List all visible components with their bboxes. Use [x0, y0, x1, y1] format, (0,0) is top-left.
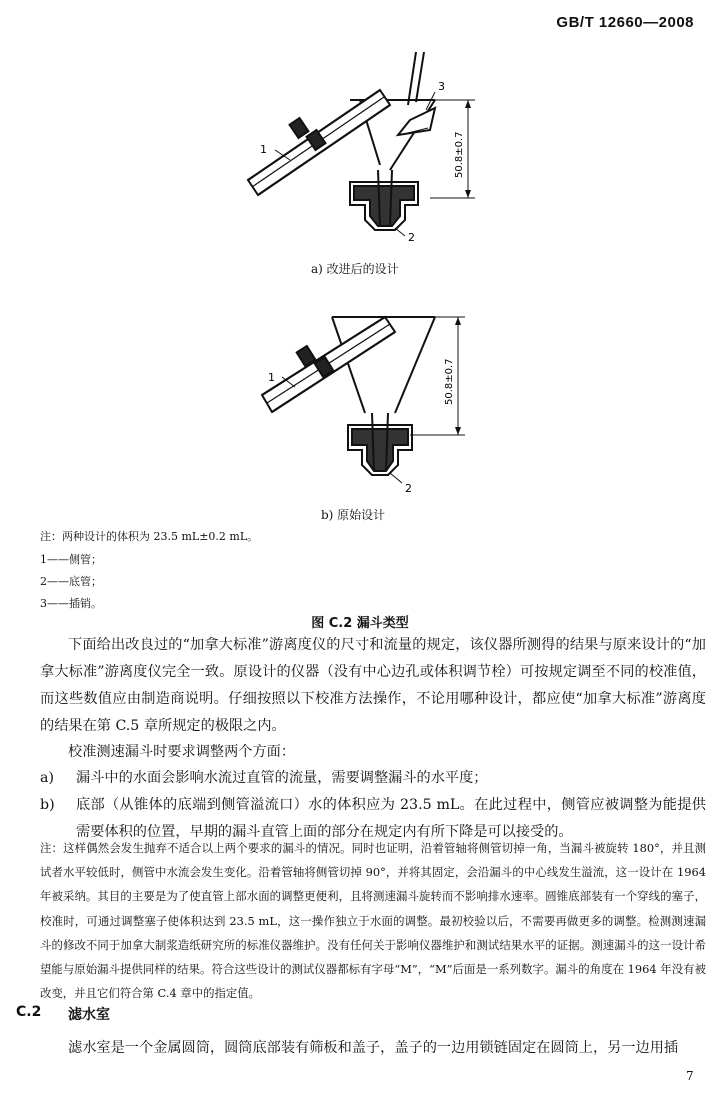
- figure-note: 注：两种设计的体积为 23.5 mL±0.2 mL。: [40, 530, 259, 543]
- figure-b-label-1: 1: [268, 371, 275, 384]
- note-label: 注：: [40, 841, 64, 855]
- figure-title: 图 C.2 漏斗类型: [311, 616, 409, 631]
- legend-item-2: 2——底管；: [40, 575, 102, 588]
- section-number: C.2: [16, 1004, 42, 1020]
- list-marker-a: a): [40, 770, 54, 786]
- figure-a-label-1: 1: [260, 143, 267, 156]
- section-title: 滤水室: [68, 1007, 110, 1023]
- paragraph-2: 校准测速漏斗时要求调整两个方面：: [68, 744, 296, 760]
- page-number: 7: [686, 1069, 694, 1083]
- figure-a-label-2: 2: [408, 231, 415, 244]
- list-item-a: 漏斗中的水面会影响水流过直管的流量，需要调整漏斗的水平度；: [76, 770, 488, 786]
- list-marker-b: b): [40, 797, 55, 813]
- paragraph-1: 下面给出改良过的“加拿大标准”游离度仪的尺寸和流量的规定，该仪器所测得的结果与原来设计的“加拿大标准”游离度仪完全一致。原设计的仪器（没有中心边孔或体积调节栓）可按规定调至不同的校准值，而这些数值应由制造商说明。仔细按照以下校准方法操作，不论用哪种设计，都应使“加拿大标准”游离度的结果在第 C.5 章所规定的极限之内。: [40, 637, 706, 734]
- list-item-b: 底部（从锥体的底端到侧管溢流口）水的体积应为 23.5 mL。在此过程中，侧管应被调整为能提供需要体积的位置，早期的漏斗直管上面的部分在规定内有所下降是可以接受的。: [76, 797, 706, 840]
- figure-a-dimension: 50.8±0.7: [454, 131, 465, 178]
- figure-a-caption: a) 改进后的设计: [311, 262, 399, 276]
- figure-a-drawing: [230, 50, 490, 265]
- legend-item-3: 3——插销。: [40, 597, 102, 610]
- note-text: 这样偶然会发生抛弃不适合以上两个要求的漏斗的情况。同时也证明，沿着管轴将侧管切掉一角，当漏斗被旋转 180°，并且测试者水平较低时，侧管中水流会发生变化。沿着管轴将侧管切掉 90°，并将其固定，会沿漏斗的中心线发生溢流，这一设计在 1964 年被采纳。其目的主要是为了使直管上部水面的调整更便利，且将测速漏斗旋转而不影响排水速率。圆锥底部装有一个穿线的塞子，校准时，可通过调整塞子使体积达到 23.5 mL，这一操作独立于水面的调整。最初校验以后，不需要再做更多的调整。检测测速漏斗的修改不同于加拿大制浆造纸研究所的标准仪器维护。没有任何关于影响仪器维护和测试结果水平的证据。测速漏斗的这一设计希望能与原始漏斗提供同样的结果。符合这些设计的测试仪器都标有字母“M”，“M”后面是一系列数字。漏斗的角度在 1964 年没有被改变，并且它们符合第 C.4 章中的指定值。: [40, 841, 706, 1001]
- figure-b-caption: b) 原始设计: [321, 508, 386, 522]
- last-paragraph: 滤水室是一个金属圆筒，圆筒底部装有筛板和盖子，盖子的一边用锁链固定在圆筒上，另一边用插: [68, 1040, 679, 1056]
- figure-a-label-3: 3: [438, 80, 445, 93]
- legend-item-1: 1——侧管；: [40, 553, 102, 566]
- figure-b-drawing: [250, 295, 470, 500]
- note-block: [40, 836, 706, 1005]
- standard-code: GB/T 12660—2008: [556, 14, 694, 31]
- figure-b-label-2: 2: [405, 482, 412, 495]
- figure-b-dimension: 50.8±0.7: [444, 358, 455, 405]
